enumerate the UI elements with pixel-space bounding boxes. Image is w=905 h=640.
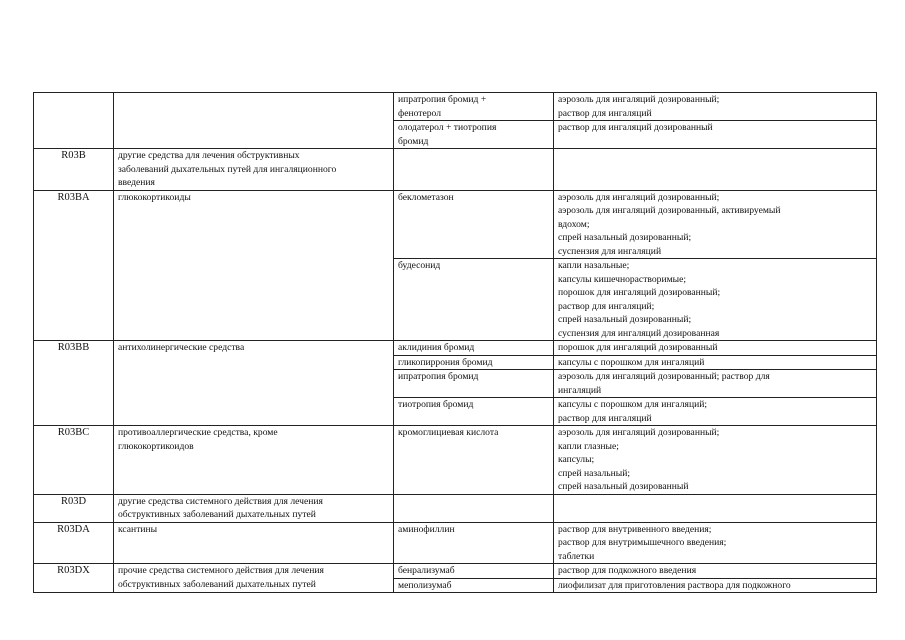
- table-row: [34, 564, 877, 579]
- atc-code-cell: R03B: [34, 149, 114, 191]
- dosage-forms-cell: аэрозоль для ингаляций дозированный; раствор для ингаляций: [554, 93, 877, 121]
- dosage-forms-cell: раствор для внутривенного введения; раствор для внутримышечного введения; таблетки: [554, 522, 877, 564]
- drug-name-cell: будесонид: [394, 259, 554, 341]
- dosage-forms-cell: аэрозоль для ингаляций дозированный; капли глазные; капсулы; спрей назальный; спрей назальный дозированный: [554, 426, 877, 495]
- table-row: [34, 426, 877, 495]
- atc-code-cell: R03BB: [34, 341, 114, 426]
- dosage-forms-cell: капли назальные; капсулы кишечнорастворимые; порошок для ингаляций дозированный; раствор для ингаляций; спрей назальный дозированный; суспензия для ингаляций дозированная: [554, 259, 877, 341]
- atc-code-cell: R03DA: [34, 522, 114, 564]
- dosage-forms-cell: аэрозоль для ингаляций дозированный; раствор для ингаляций: [554, 370, 877, 398]
- table-row: [34, 522, 877, 564]
- dosage-forms-cell: порошок для ингаляций дозированный: [554, 341, 877, 356]
- table-row: [34, 93, 877, 121]
- dosage-forms-cell: [554, 494, 877, 522]
- table-row: [34, 190, 877, 259]
- dosage-forms-cell: [554, 149, 877, 191]
- drug-name-cell: ипратропия бромид: [394, 370, 554, 398]
- drug-name-cell: [394, 494, 554, 522]
- group-name-cell: другие средства системного действия для лечения обструктивных заболеваний дыхательных путей: [114, 494, 394, 522]
- drug-name-cell: кромоглициевая кислота: [394, 426, 554, 495]
- drug-name-cell: меполизумаб: [394, 578, 554, 593]
- table-row: [34, 149, 877, 191]
- drug-name-cell: беклометазон: [394, 190, 554, 259]
- dosage-forms-cell: аэрозоль для ингаляций дозированный; аэрозоль для ингаляций дозированный, активируемый вдохом; спрей назальный дозированный; суспензия для ингаляций: [554, 190, 877, 259]
- group-name-cell: прочие средства системного действия для лечения обструктивных заболеваний дыхательных путей: [114, 564, 394, 593]
- table-body: [34, 93, 877, 593]
- atc-code-cell: R03DX: [34, 564, 114, 593]
- dosage-forms-cell: раствор для подкожного введения: [554, 564, 877, 579]
- table-row: [34, 341, 877, 356]
- drug-name-cell: бенрализумаб: [394, 564, 554, 579]
- drug-name-cell: ипратропия бромид + фенотерол: [394, 93, 554, 121]
- atc-code-cell: [34, 93, 114, 149]
- drug-name-cell: тиотропия бромид: [394, 398, 554, 426]
- atc-code-cell: R03D: [34, 494, 114, 522]
- drug-name-cell: [394, 149, 554, 191]
- drug-name-cell: аминофиллин: [394, 522, 554, 564]
- group-name-cell: противоаллергические средства, кроме глюкокортикоидов: [114, 426, 394, 495]
- drug-name-cell: гликопиррония бромид: [394, 355, 554, 370]
- group-name-cell: ксантины: [114, 522, 394, 564]
- dosage-forms-cell: капсулы с порошком для ингаляций; раствор для ингаляций: [554, 398, 877, 426]
- group-name-cell: [114, 93, 394, 149]
- drug-name-cell: аклидиния бромид: [394, 341, 554, 356]
- group-name-cell: антихолинергические средства: [114, 341, 394, 426]
- dosage-forms-cell: капсулы с порошком для ингаляций: [554, 355, 877, 370]
- atc-code-cell: R03BC: [34, 426, 114, 495]
- atc-code-cell: R03BA: [34, 190, 114, 341]
- dosage-forms-cell: лиофилизат для приготовления раствора для подкожного: [554, 578, 877, 593]
- drug-classification-table: [33, 92, 877, 593]
- table-row: [34, 494, 877, 522]
- group-name-cell: другие средства для лечения обструктивных заболеваний дыхательных путей для ингаляционного введения: [114, 149, 394, 191]
- dosage-forms-cell: раствор для ингаляций дозированный: [554, 121, 877, 149]
- drug-name-cell: олодатерол + тиотропия бромид: [394, 121, 554, 149]
- group-name-cell: глюкокортикоиды: [114, 190, 394, 341]
